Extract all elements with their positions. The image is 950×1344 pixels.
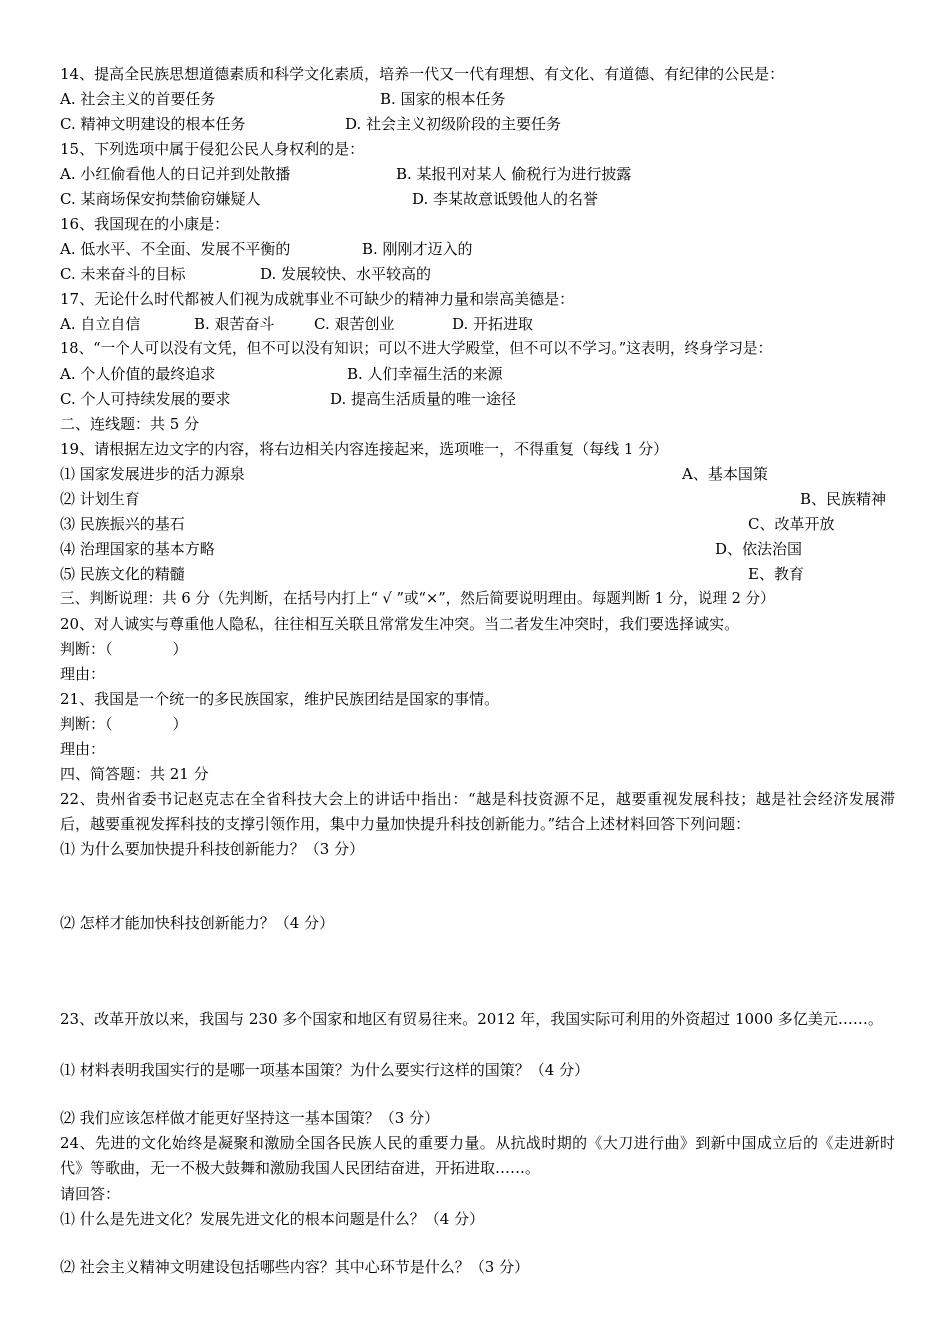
question-20-stem: 20、对人诚实与尊重他人隐私，往往相互关联且常常发生冲突。当二者发生冲突时，我们要选择诚实。 [60,615,740,633]
question-24-part-1: ⑴ 什么是先进文化？发展先进文化的根本问题是什么？（4 分） [60,1210,485,1228]
question-14-option-a: A. 社会主义的首要任务 [60,90,216,108]
question-24-part-2: ⑵ 社会主义精神文明建设包括哪些内容？其中心环节是什么？（3 分） [60,1258,530,1276]
question-24-ask: 请回答： [60,1185,121,1203]
question-23-part-2: ⑵ 我们应该怎样做才能更好坚持这一基本国策？（3 分） [60,1109,440,1127]
question-17-option-c: C. 艰苦创业 [314,315,395,333]
matching-right-c: C、改革开放 [748,515,835,533]
question-17-stem: 17、无论什么时代都被人们视为成就事业不可缺少的精神力量和崇高美德是： [60,290,575,308]
matching-left-5: ⑸ 民族文化的精髓 [60,565,185,583]
question-16-option-c: C. 未来奋斗的目标 [60,265,186,283]
question-17-option-b: B. 艰苦奋斗 [194,315,275,333]
section-2-title: 二、连线题：共 5 分 [60,415,200,433]
question-16-option-a: A. 低水平、不全面、发展不平衡的 [60,240,291,258]
question-22-part-1: ⑴ 为什么要加快提升科技创新能力？（3 分） [60,840,365,858]
question-15-stem: 15、下列选项中属于侵犯公民人身权利的是： [60,140,365,158]
question-14-option-d: D. 社会主义初级阶段的主要任务 [345,115,562,133]
question-15-option-c: C. 某商场保安拘禁偷窃嫌疑人 [60,190,261,208]
question-21-stem: 21、我国是一个统一的多民族国家，维护民族团结是国家的事情。 [60,690,500,708]
matching-left-1: ⑴ 国家发展进步的活力源泉 [60,465,245,483]
question-21-judge: 判断：（ ） [60,715,188,733]
question-20-reason: 理由： [60,665,106,683]
question-16-stem: 16、我国现在的小康是： [60,215,230,233]
matching-left-4: ⑷ 治理国家的基本方略 [60,540,215,558]
section-3-title: 三、判断说理：共 6 分（先判断，在括号内打上“ √ ”或“×”，然后简要说明理由。每题判断 1 分，说理 2 分） [60,590,775,607]
question-16-option-d: D. 发展较快、水平较高的 [260,265,432,283]
question-22-part-2: ⑵ 怎样才能加快科技创新能力？（4 分） [60,914,335,932]
matching-left-2: ⑵ 计划生育 [60,490,140,508]
question-23-stem: 23、改革开放以来，我国与 230 多个国家和地区有贸易往来。2012 年，我国实际可利用的外资超过 1000 多亿美元……。 [60,1010,883,1028]
matching-right-a: A、基本国策 [682,465,768,483]
question-16-option-b: B. 刚刚才迈入的 [362,240,473,258]
matching-left-3: ⑶ 民族振兴的基石 [60,515,185,533]
question-15-option-d: D. 李某故意诋毁他人的名誉 [412,190,599,208]
question-14-option-c: C. 精神文明建设的根本任务 [60,115,246,133]
question-17-option-d: D. 开拓进取 [452,315,534,333]
question-21-reason: 理由： [60,740,106,758]
question-17-option-a: A. 自立自信 [60,315,141,333]
question-19-stem: 19、请根据左边文字的内容，将右边相关内容连接起来，选项唯一，不得重复（每线 1 分） [60,440,669,458]
question-20-judge: 判断：（ ） [60,640,188,658]
matching-right-d: D、依法治国 [715,540,803,558]
question-18-option-b: B. 人们幸福生活的来源 [347,365,503,383]
question-14-option-b: B. 国家的根本任务 [380,90,506,108]
question-18-stem: 18、“一个人可以没有文凭，但不可以没有知识；可以不进大学殿堂，但不可以不学习。”这表明，终身学习是： [60,340,773,357]
question-15-option-b: B. 某报刊对某人 偷税行为进行披露 [396,165,632,183]
question-18-option-c: C. 个人可持续发展的要求 [60,390,231,408]
matching-right-e: E、教育 [748,565,804,583]
question-22-stem: 22、贵州省委书记赵克志在全省科技大会上的讲话中指出：“越是科技资源不足，越要重视发展科技；越是社会经济发展滞后，越要重视发挥科技的支撑引领作用，集中力量加快提升科技创新能力。”结合上述材料回答下列问题： [60,790,895,833]
question-23-part-1: ⑴ 材料表明我国实行的是哪一项基本国策？为什么要实行这样的国策？（4 分） [60,1061,590,1079]
question-18-option-a: A. 个人价值的最终追求 [60,365,216,383]
question-18-option-d: D. 提高生活质量的唯一途径 [330,390,517,408]
section-4-title: 四、简答题：共 21 分 [60,765,209,783]
question-15-option-a: A. 小红偷看他人的日记并到处散播 [60,165,291,183]
question-24-stem: 24、先进的文化始终是凝聚和激励全国各民族人民的重要力量。从抗战时期的《大刀进行曲》到新中国成立后的《走进新时代》等歌曲，无一不极大鼓舞和激励我国人民团结奋进，开拓进取……。 [60,1134,895,1177]
question-14-stem: 14、提高全民族思想道德素质和科学文化素质，培养一代又一代有理想、有文化、有道德、有纪律的公民是： [60,65,785,83]
matching-right-b: B、民族精神 [800,490,887,508]
